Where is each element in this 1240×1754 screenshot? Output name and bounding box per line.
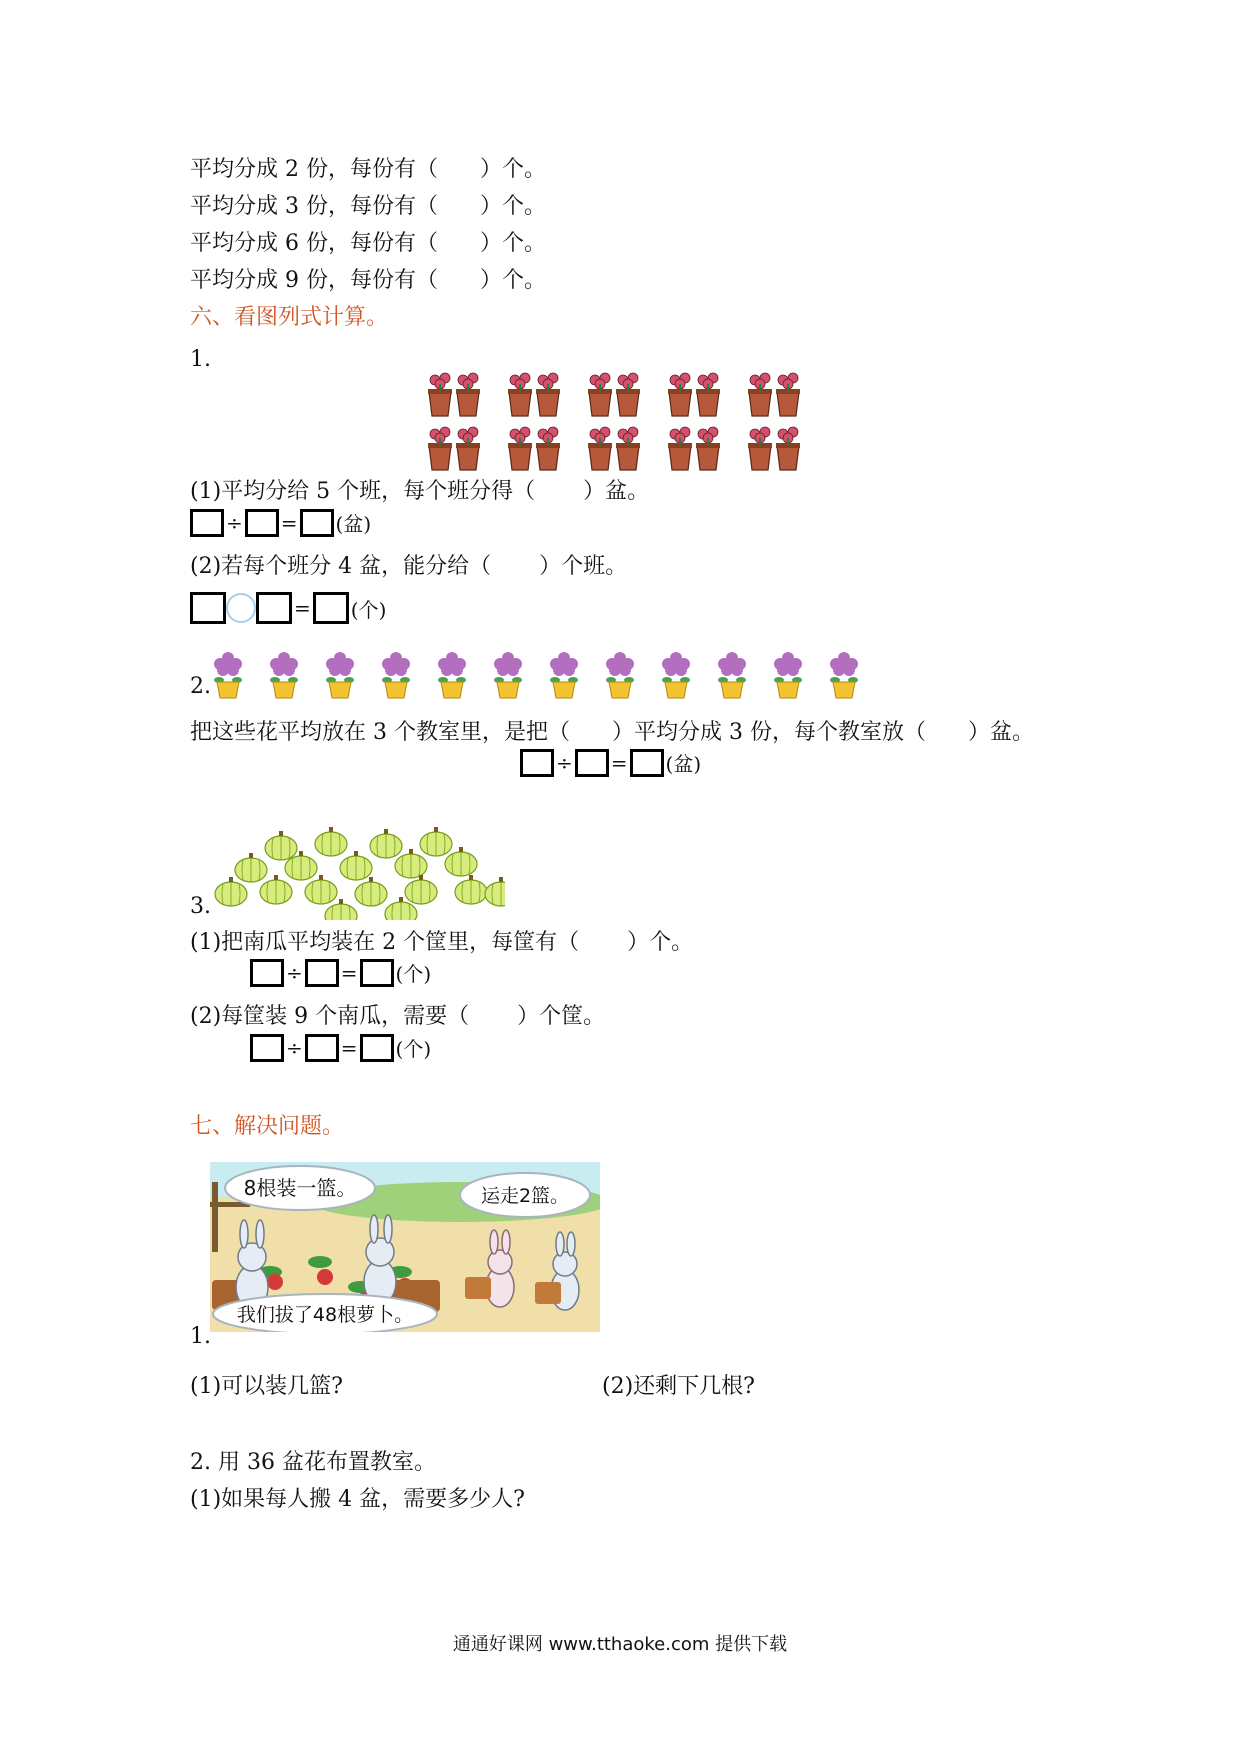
pumpkins-image [205, 820, 505, 920]
question-text: (2)每筐装 9 个南瓜，需要（ ）个筐。 [190, 1004, 606, 1029]
purple-flower-pot [774, 652, 802, 698]
pumpkin [315, 827, 347, 856]
answer-box[interactable] [250, 1034, 284, 1062]
flower-pot [508, 373, 532, 416]
flower-pot [456, 427, 480, 470]
flower-pot [748, 373, 772, 416]
equation-row [190, 592, 386, 624]
purple-flower-pot [382, 652, 410, 698]
answer-box[interactable] [190, 592, 226, 624]
pumpkin [370, 829, 402, 858]
question-number: 2. [190, 674, 211, 699]
flower-pot [536, 427, 560, 470]
pumpkin [265, 831, 297, 860]
answer-box[interactable] [360, 959, 394, 987]
operator-circle[interactable] [226, 593, 256, 623]
answer-box[interactable] [360, 1034, 394, 1062]
unit-label: (个) [350, 597, 387, 622]
answer-box[interactable] [190, 509, 224, 537]
unit-label: (个) [395, 962, 432, 986]
pumpkin [445, 847, 477, 876]
answer-box[interactable] [300, 509, 334, 537]
flower-pot [588, 373, 612, 416]
pumpkin [395, 849, 427, 878]
flower-pot [668, 427, 692, 470]
pumpkin [455, 875, 487, 904]
answer-box[interactable] [313, 592, 349, 624]
purple-flower-pot [606, 652, 634, 698]
pumpkin [405, 875, 437, 904]
question-text: (1)把南瓜平均装在 2 个筐里，每筐有（ ）个。 [190, 930, 694, 955]
division-line-4: 平均分成 9 份，每份有（ ）个。 [190, 268, 546, 293]
potted-flowers-image [208, 652, 868, 702]
question-text: (2)还剩下几根? [602, 1374, 755, 1399]
divide-sign: ÷ [286, 960, 303, 985]
equals-sign: = [280, 510, 298, 535]
speech-bubble-2: 运走2篮。 [480, 1185, 570, 1207]
section-heading-6: 六、看图列式计算。 [190, 305, 389, 330]
flower-pot [616, 427, 640, 470]
answer-box[interactable] [630, 749, 664, 777]
flower-pot [536, 373, 560, 416]
purple-flower-pot [550, 652, 578, 698]
flower-pot [588, 427, 612, 470]
question-text: (1)平均分给 5 个班，每个班分得（ ）盆。 [190, 479, 650, 504]
divide-sign: ÷ [286, 1035, 303, 1060]
question-text: (2)若每个班分 4 盆，能分给（ ）个班。 [190, 554, 628, 579]
purple-flower-pot [662, 652, 690, 698]
section-heading-7: 七、解决问题。 [190, 1114, 345, 1139]
flower-pot [428, 427, 452, 470]
flower-pot [456, 373, 480, 416]
pumpkin [305, 875, 337, 904]
answer-box[interactable] [575, 749, 609, 777]
question-title: 2. 用 36 盆花布置教室。 [190, 1450, 436, 1475]
question-text: (1)如果每人搬 4 盆，需要多少人? [190, 1487, 525, 1512]
pumpkin [355, 877, 387, 906]
question-text: (1)可以装几篮? [190, 1374, 343, 1399]
answer-box[interactable] [305, 1034, 339, 1062]
flower-pot [776, 427, 800, 470]
equals-sign: = [610, 750, 628, 775]
answer-box[interactable] [256, 592, 292, 624]
question-number: 3. [190, 894, 211, 919]
question-number: 1. [190, 1324, 211, 1349]
divide-sign: ÷ [556, 750, 573, 775]
answer-box[interactable] [245, 509, 279, 537]
equation-row [250, 958, 431, 987]
pumpkin [420, 827, 452, 856]
equation-row [190, 508, 371, 537]
speech-bubble-3: 我们拔了48根萝卜。 [236, 1304, 414, 1326]
answer-box[interactable] [250, 959, 284, 987]
equation-row [250, 1033, 431, 1062]
division-line-3: 平均分成 6 份，每份有（ ）个。 [190, 231, 546, 256]
purple-flower-pot [830, 652, 858, 698]
purple-flower-pot [270, 652, 298, 698]
answer-box[interactable] [305, 959, 339, 987]
flower-pots-image [425, 372, 815, 472]
division-line-1: 平均分成 2 份，每份有（ ）个。 [190, 157, 546, 182]
answer-box[interactable] [520, 749, 554, 777]
rabbits-carrots-illustration [210, 1162, 600, 1332]
pumpkin [485, 877, 505, 906]
purple-flower-pot [326, 652, 354, 698]
page-footer: 通通好课网 www.tthaoke.com 提供下载 [452, 1634, 788, 1655]
flower-pot [508, 427, 532, 470]
flower-pot [428, 373, 452, 416]
equals-sign: = [340, 1035, 358, 1060]
unit-label: (盆) [665, 752, 702, 776]
flower-pot [696, 427, 720, 470]
question-text: 把这些花平均放在 3 个教室里，是把（ ）平均分成 3 份，每个教室放（ ）盆。 [190, 720, 1034, 745]
flower-pot [696, 373, 720, 416]
speech-bubble-1: 8根装一篮。 [243, 1176, 357, 1200]
divide-sign: ÷ [226, 510, 243, 535]
division-line-2: 平均分成 3 份，每份有（ ）个。 [190, 194, 546, 219]
pumpkin [340, 851, 372, 880]
flower-pot [748, 427, 772, 470]
question-number: 1. [190, 347, 211, 372]
pumpkin [260, 875, 292, 904]
purple-flower-pot [438, 652, 466, 698]
unit-label: (盆) [335, 512, 372, 536]
flower-pot [616, 373, 640, 416]
flower-pot [668, 373, 692, 416]
purple-flower-pot [214, 652, 242, 698]
equals-sign: = [294, 596, 311, 620]
equals-sign: = [340, 960, 358, 985]
purple-flower-pot [494, 652, 522, 698]
pumpkin [215, 877, 247, 906]
purple-flower-pot [718, 652, 746, 698]
equation-row [520, 748, 701, 777]
pumpkin [235, 853, 267, 882]
unit-label: (个) [395, 1037, 432, 1061]
flower-pot [776, 373, 800, 416]
